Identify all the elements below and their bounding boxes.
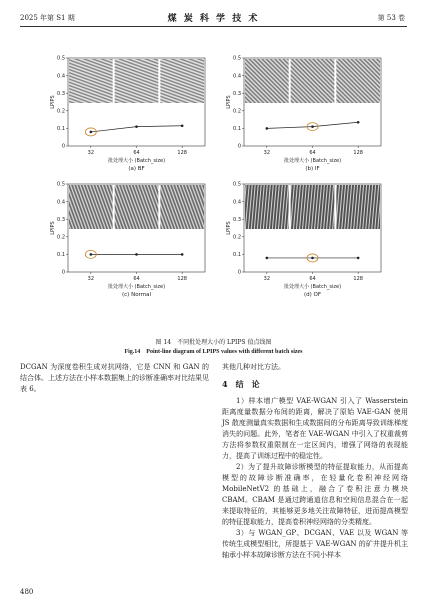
right-column [222, 362, 408, 561]
panel-caption: (b) IF [305, 166, 320, 172]
y-tick-label: 0.4 [57, 199, 65, 206]
data-point [90, 131, 93, 134]
data-point [90, 253, 93, 256]
y-axis-label: LPIPS [226, 95, 232, 109]
x-axis-label: 批处理大小 (Batch_size) [107, 284, 166, 290]
y-tick-label: 0.2 [233, 234, 241, 241]
panel-d [226, 180, 386, 302]
figure-caption-en: Fig.14 Point-line diagram of LPIPS values with different batch sizes [124, 349, 303, 355]
chart-svg [226, 54, 386, 176]
x-tick-label: 32 [263, 150, 271, 156]
x-tick-label: 128 [177, 150, 187, 156]
generated-sample-image [291, 59, 335, 103]
y-axis-label: LPIPS [50, 95, 56, 109]
page-number: 480 [20, 588, 34, 596]
panel-caption: (a) BF [128, 166, 145, 172]
conclusion-paragraph-3: 3）与 WGAN_GP、DCGAN、VAE 以及 WGAN 等传统生成模型相比，所提基于 VAE-WGAN 的矿井提升机主轴承小样本故障诊断方法在不同小样本 [222, 529, 408, 559]
y-axis-label: LPIPS [50, 221, 56, 235]
y-tick-label: 0.5 [233, 181, 241, 188]
y-tick-label: 0.3 [233, 216, 241, 223]
y-tick-label: 0 [61, 269, 65, 276]
y-tick-label: 0 [237, 269, 241, 276]
generated-sample-image [336, 59, 380, 103]
x-tick-label: 64 [309, 150, 316, 156]
y-tick-label: 0.5 [57, 55, 65, 62]
generated-sample-image [69, 185, 113, 229]
x-axis-label: 批处理大小 (Batch_size) [107, 158, 166, 164]
x-tick-label: 64 [309, 276, 316, 282]
data-point [135, 125, 138, 128]
data-point [181, 124, 184, 127]
data-point [181, 253, 184, 256]
journal-issue: 2025 年第 S1 期 [20, 14, 75, 22]
generated-sample-image [115, 59, 159, 103]
panel-c [50, 180, 210, 302]
left-paragraph-1: DCGAN 为深度卷积生成对抗网络，它是 CNN 和 GAN 的结合体。上述方法在小样本数据集上的诊断准确率对比结果见表 6。 [20, 363, 209, 393]
y-tick-label: 0.4 [57, 73, 65, 80]
y-tick-label: 0.1 [233, 252, 241, 259]
panel-caption: (d) OF [303, 292, 322, 298]
data-point [266, 127, 269, 130]
x-tick-label: 64 [133, 150, 140, 156]
y-tick-label: 0.1 [57, 252, 65, 259]
right-lead-text: 其他几种对比方法。 [222, 363, 285, 371]
conclusion-paragraph-1: 1）样本增广模型 VAE-WGAN 引入了 Wasserstein 距离度量数据分布间的距离，解决了原始 VAE-GAN 使用 JS 散度测量真实数据和生成数据间的分布距离导致训练梯度消失的问题。此外，笔者在 VAE-WGAN 中引入了权重裁剪方法将参数权重限制在一定区间内，增强了网络的表现能力，提高了训练过程中的稳定性。 [222, 397, 408, 460]
y-tick-label: 0.3 [57, 216, 65, 223]
x-tick-label: 32 [263, 276, 271, 282]
section-title: 4 结 论 [222, 379, 260, 389]
y-tick-label: 0.1 [57, 126, 65, 133]
chart-svg [226, 180, 386, 302]
y-tick-label: 0.4 [233, 199, 241, 206]
chart-svg [50, 180, 210, 302]
figure-caption-cn: 图 14 不同批处理大小的 LPIPS 值点线图 [155, 339, 272, 346]
x-tick-label: 32 [87, 150, 95, 156]
generated-sample-image [245, 59, 289, 103]
x-tick-label: 64 [133, 276, 140, 282]
generated-sample-image [115, 185, 159, 229]
y-tick-label: 0.5 [57, 181, 65, 188]
generated-sample-image [336, 185, 380, 229]
y-tick-label: 0.2 [57, 108, 65, 115]
y-tick-label: 0.3 [233, 90, 241, 97]
x-tick-label: 128 [177, 276, 187, 282]
generated-sample-image [69, 59, 113, 103]
generated-sample-image [160, 59, 204, 103]
data-point [311, 257, 314, 260]
x-tick-label: 128 [353, 150, 363, 156]
y-tick-label: 0.5 [233, 55, 241, 62]
y-tick-label: 0 [237, 143, 241, 150]
panel-caption: (c) Normal [122, 292, 151, 298]
data-point [135, 253, 138, 256]
conclusion-paragraph-2: 2）为了提升故障诊断模型的特征提取能力，从而提高模型的故障诊断准确率，在轻量化卷积神经网络 MobileNetV2 的基础上，融合了卷积注意力模块 CBAM。CBAM 是通过跨通道信息和空间信息混合在一起来提取特征的，其能够更多地关注故障特征，进而提高模型的特征提取能力，提高卷积神经网络的分类精度。 [222, 463, 408, 526]
data-point [266, 257, 269, 260]
x-tick-label: 32 [87, 276, 95, 282]
y-tick-label: 0.2 [57, 234, 65, 241]
data-point [311, 125, 314, 128]
chart-svg [50, 54, 210, 176]
panel-a [50, 54, 210, 176]
y-tick-label: 0.3 [57, 90, 65, 97]
header-rule [20, 26, 407, 27]
generated-sample-image [160, 185, 204, 229]
data-point [357, 257, 360, 260]
generated-sample-image [245, 185, 289, 229]
data-point [357, 121, 360, 124]
y-tick-label: 0 [61, 143, 65, 150]
x-axis-label: 批处理大小 (Batch_size) [283, 158, 342, 164]
y-tick-label: 0.2 [233, 108, 241, 115]
journal-title: 煤 炭 科 学 技 术 [167, 14, 260, 24]
y-axis-label: LPIPS [226, 221, 232, 235]
x-axis-label: 批处理大小 (Batch_size) [283, 284, 342, 290]
x-tick-label: 128 [353, 276, 363, 282]
panel-b [226, 54, 386, 176]
generated-sample-image [291, 185, 335, 229]
y-tick-label: 0.4 [233, 73, 241, 80]
left-column [20, 362, 209, 395]
y-tick-label: 0.1 [233, 126, 241, 133]
journal-volume: 第 53 卷 [377, 14, 405, 22]
